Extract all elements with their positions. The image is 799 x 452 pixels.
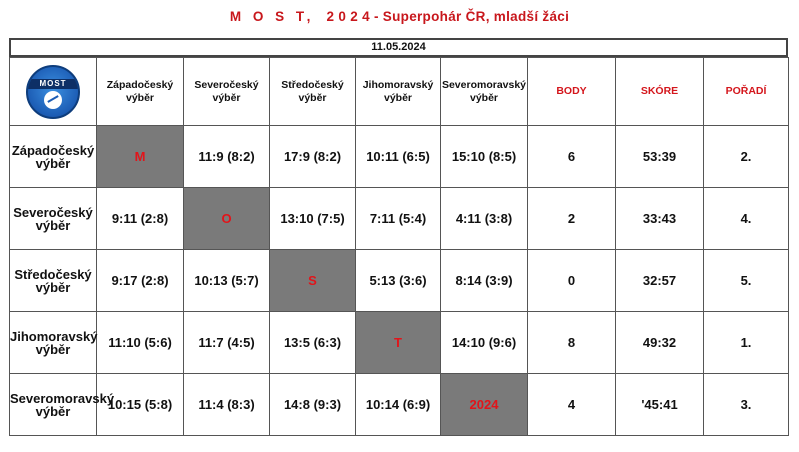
match-result: 9:17 (2:8) <box>97 250 184 312</box>
volleyball-icon <box>44 91 62 109</box>
row-team-name: Jihomoravský výběr <box>10 312 97 374</box>
rank-header: POŘADÍ <box>704 58 789 126</box>
results-table <box>9 57 789 436</box>
points-value: 0 <box>528 250 616 312</box>
rank-value: 5. <box>704 250 789 312</box>
title-city: M O S T, <box>229 9 315 24</box>
table-row <box>10 374 789 436</box>
table-header-row <box>10 58 789 126</box>
row-team-name: Severočeský výběr <box>10 188 97 250</box>
diagonal-cell: T <box>356 312 441 374</box>
match-result: 9:11 (2:8) <box>97 188 184 250</box>
match-result: 8:14 (3:9) <box>441 250 528 312</box>
rank-value: 1. <box>704 312 789 374</box>
points-value: 2 <box>528 188 616 250</box>
table-row <box>10 126 789 188</box>
column-header: Středočeský výběr <box>270 58 356 126</box>
points-header: BODY <box>528 58 616 126</box>
score-value: 33:43 <box>616 188 704 250</box>
match-result: 10:11 (6:5) <box>356 126 441 188</box>
table-row <box>10 312 789 374</box>
column-header: Západočeský výběr <box>97 58 184 126</box>
diagonal-cell: O <box>184 188 270 250</box>
row-team-name: Severomoravský výběr <box>10 374 97 436</box>
column-header: Jihomoravský výběr <box>356 58 441 126</box>
rank-value: 2. <box>704 126 789 188</box>
match-result: 13:10 (7:5) <box>270 188 356 250</box>
match-result: 10:14 (6:9) <box>356 374 441 436</box>
column-header: Severomoravský výběr <box>441 58 528 126</box>
match-result: 14:10 (9:6) <box>441 312 528 374</box>
match-result: 15:10 (8:5) <box>441 126 528 188</box>
match-result: 17:9 (8:2) <box>270 126 356 188</box>
score-value: 53:39 <box>616 126 704 188</box>
row-team-name: Západočeský výběr <box>10 126 97 188</box>
score-value: 49:32 <box>616 312 704 374</box>
club-logo-icon <box>26 65 80 119</box>
match-result: 7:11 (5:4) <box>356 188 441 250</box>
points-value: 8 <box>528 312 616 374</box>
logo-cell <box>10 58 97 126</box>
match-result: 11:4 (8:3) <box>184 374 270 436</box>
title-event: 2 0 2 4 - Superpohár ČR, mladší žáci <box>326 9 570 24</box>
match-result: 11:9 (8:2) <box>184 126 270 188</box>
logo-text: MOST <box>28 79 78 89</box>
diagonal-cell: 2024 <box>441 374 528 436</box>
match-result: 11:10 (5:6) <box>97 312 184 374</box>
match-result: 4:11 (3:8) <box>441 188 528 250</box>
score-header: SKÓRE <box>616 58 704 126</box>
page-title <box>0 9 799 24</box>
match-result: 11:7 (4:5) <box>184 312 270 374</box>
match-result: 13:5 (6:3) <box>270 312 356 374</box>
match-result: 14:8 (9:3) <box>270 374 356 436</box>
match-result: 10:15 (5:8) <box>97 374 184 436</box>
diagonal-cell: M <box>97 126 184 188</box>
rank-value: 3. <box>704 374 789 436</box>
rank-value: 4. <box>704 188 789 250</box>
score-value: 32:57 <box>616 250 704 312</box>
row-team-name: Středočeský výběr <box>10 250 97 312</box>
score-value: '45:41 <box>616 374 704 436</box>
table-row <box>10 250 789 312</box>
points-value: 4 <box>528 374 616 436</box>
diagonal-cell: S <box>270 250 356 312</box>
column-header: Severočeský výběr <box>184 58 270 126</box>
table-row <box>10 188 789 250</box>
tournament-date: 11.05.2024 <box>9 38 788 57</box>
points-value: 6 <box>528 126 616 188</box>
match-result: 10:13 (5:7) <box>184 250 270 312</box>
match-result: 5:13 (3:6) <box>356 250 441 312</box>
